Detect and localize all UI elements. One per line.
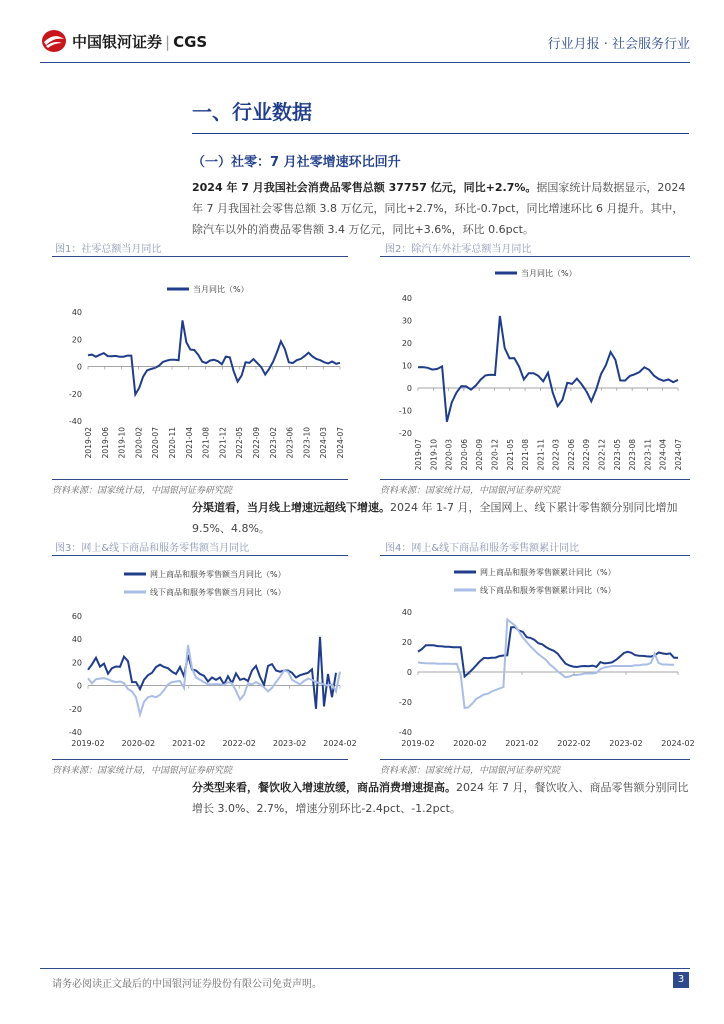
x-tick-label: 2020-06 xyxy=(459,439,469,471)
x-tick-label: 2021-02 xyxy=(505,739,539,748)
company-logo: 中国银河证券 | CGS xyxy=(40,28,240,54)
x-tick-label: 2022-12 xyxy=(597,439,607,471)
logo-text-cn: 中国银河证券 xyxy=(72,33,163,51)
x-tick-label: 2024-02 xyxy=(323,739,357,748)
figure-4-bottom-rule xyxy=(380,759,690,760)
figure-3-rule xyxy=(52,555,348,556)
subsection-title: （一）社零：7 月社零增速环比回升 xyxy=(192,155,401,170)
x-tick-label: 2020-02 xyxy=(453,739,487,748)
figure-1-source: 资料来源：国家统计局，中国银河证券研究院 xyxy=(52,486,233,496)
galaxy-logo-icon xyxy=(40,28,68,54)
figure-3-caption: 图3：网上&线下商品和服务零售额当月同比 xyxy=(55,543,250,554)
x-tick-label: 2020-02 xyxy=(134,427,144,459)
logo-text-cgs: CGS xyxy=(173,33,208,51)
x-tick-label: 2020-07 xyxy=(151,427,161,459)
figure-4-caption: 图4：网上&线下商品和服务零售额累计同比 xyxy=(385,543,580,554)
figure-1-rule xyxy=(52,256,348,257)
y-tick-label: 20 xyxy=(71,658,82,668)
y-tick-label: -20 xyxy=(398,429,412,438)
y-tick-label: 60 xyxy=(71,612,82,621)
y-tick-label: -20 xyxy=(68,389,82,399)
figure-2-source: 资料来源：国家统计局，中国银河证券研究院 xyxy=(380,486,561,496)
x-tick-label: 2023-02 xyxy=(272,739,307,748)
x-tick-label: 2023-05 xyxy=(612,439,622,471)
figure-3-source: 资料来源：国家统计局，中国银河证券研究院 xyxy=(52,766,233,776)
page-number: 3 xyxy=(673,972,689,988)
report-type: 行业月报 · 社会服务行业 xyxy=(547,37,690,52)
chart-4 xyxy=(380,560,695,756)
x-tick-label: 2024-07 xyxy=(674,439,683,471)
y-tick-label: 20 xyxy=(401,638,412,647)
y-tick-label: -40 xyxy=(68,728,82,737)
x-tick-label: 2024-04 xyxy=(658,439,668,471)
y-tick-label: 10 xyxy=(401,361,412,371)
chart-2 xyxy=(380,262,690,477)
x-tick-label: 2020-09 xyxy=(475,439,485,471)
legend-label: 当月同比（%） xyxy=(193,285,249,294)
legend-label: 网上商品和服务零售额累计同比（%） xyxy=(480,568,616,577)
x-tick-label: 2021-04 xyxy=(184,427,194,459)
paragraph-1-body: 据国家统计局数据显示，2024 年 7 月我国社会零售总额 3.8 万亿元，同比+2.7%，环比-0.7pct，同比增速环比 6 月提升。其中，除汽车以外的消费品零售额 3.4 万亿元，同比+3.6%，环比 0.6pct。 xyxy=(192,181,686,236)
x-tick-label: 2019-07 xyxy=(414,439,423,471)
footer-disclaimer: 请务必阅读正文最后的中国银河证券股份有限公司免责声明。 xyxy=(52,979,322,990)
x-tick-label: 2019-10 xyxy=(429,439,439,471)
x-tick-label: 2021-02 xyxy=(172,739,206,748)
section-divider xyxy=(192,133,689,134)
x-tick-label: 2020-03 xyxy=(444,439,454,471)
figure-2-caption: 图2：除汽车外社零总额当月同比 xyxy=(385,244,532,255)
x-tick-label: 2023-02 xyxy=(609,739,643,748)
y-tick-label: -10 xyxy=(398,406,412,416)
figure-4-rule xyxy=(380,555,690,556)
x-tick-label: 2022-02 xyxy=(222,739,256,748)
y-tick-label: 20 xyxy=(401,339,412,348)
figure-2-bottom-rule xyxy=(380,479,690,480)
figure-1-bottom-rule xyxy=(52,479,348,480)
figure-4-source: 资料来源：国家统计局，中国银河证券研究院 xyxy=(380,766,561,776)
paragraph-2 xyxy=(192,497,689,539)
x-tick-label: 2023-06 xyxy=(285,427,295,459)
x-tick-label: 2024-03 xyxy=(319,427,329,459)
x-tick-label: 2024-02 xyxy=(661,739,695,748)
y-tick-label: 40 xyxy=(401,608,412,617)
y-tick-label: 0 xyxy=(76,362,82,372)
series-line xyxy=(88,320,340,394)
figure-1-caption: 图1：社零总额当月同比 xyxy=(55,244,162,255)
x-tick-label: 2023-02 xyxy=(268,427,278,459)
x-tick-label: 2022-05 xyxy=(235,427,245,459)
x-tick-label: 2024-07 xyxy=(336,427,345,459)
chart-3 xyxy=(52,560,357,756)
paragraph-2-body: 2024 年 1-7 月，全国网上、线下累计零售额分别同比增加 9.5%、4.8%。 xyxy=(192,501,678,535)
x-tick-label: 2023-10 xyxy=(302,427,312,459)
section-title: 一、行业数据 xyxy=(192,100,312,124)
x-tick-label: 2019-10 xyxy=(117,427,127,459)
x-tick-label: 2021-08 xyxy=(521,439,531,471)
figure-3-bottom-rule xyxy=(52,759,348,760)
y-tick-label: 30 xyxy=(401,316,412,326)
x-tick-label: 2019-06 xyxy=(100,427,110,459)
footer-divider xyxy=(40,968,690,969)
x-tick-label: 2020-11 xyxy=(168,427,177,459)
header-divider xyxy=(40,62,690,63)
x-tick-label: 2019-02 xyxy=(71,739,105,748)
y-tick-label: 40 xyxy=(71,635,82,645)
x-tick-label: 2019-02 xyxy=(401,739,435,748)
x-tick-label: 2022-03 xyxy=(551,439,561,471)
x-tick-label: 2023-08 xyxy=(628,439,638,471)
x-tick-label: 2022-09 xyxy=(252,427,261,459)
paragraph-1-lead: 2024 年 7 月我国社会消费品零售总额 37757 亿元，同比+2.7%。 xyxy=(192,181,537,194)
paragraph-2-lead: 分渠道看，当月线上增速远超线下增速。 xyxy=(192,501,390,514)
x-tick-label: 2020-02 xyxy=(121,739,156,748)
series-line xyxy=(88,637,336,709)
x-tick-label: 2021-08 xyxy=(201,427,211,459)
figure-2-rule xyxy=(380,256,690,257)
y-tick-label: 40 xyxy=(401,294,412,303)
paragraph-1 xyxy=(192,177,689,240)
x-tick-label: 2019-02 xyxy=(84,427,93,459)
y-tick-label: 0 xyxy=(406,668,412,677)
series-line xyxy=(418,316,678,422)
legend-label: 当月同比（%） xyxy=(521,269,577,278)
x-tick-label: 2022-02 xyxy=(557,739,591,748)
paragraph-3 xyxy=(192,777,689,819)
y-tick-label: -20 xyxy=(68,704,82,714)
paragraph-3-body: 2024 年 7 月，餐饮收入、商品零售额分别同比增长 3.0%、2.7%，增速分别环比-2.4pct、-1.2pct。 xyxy=(192,781,689,815)
x-tick-label: 2021-05 xyxy=(505,439,515,471)
y-tick-label: 40 xyxy=(71,308,82,317)
x-tick-label: 2020-12 xyxy=(490,439,500,471)
y-tick-label: -20 xyxy=(398,698,412,707)
x-tick-label: 2022-06 xyxy=(566,439,576,471)
paragraph-3-lead: 分类型来看，餐饮收入增速放缓，商品消费增速提高。 xyxy=(192,781,456,794)
legend-label: 网上商品和服务零售额当月同比（%） xyxy=(150,570,286,579)
y-tick-label: -40 xyxy=(398,728,412,737)
y-tick-label: -40 xyxy=(68,417,82,426)
x-tick-label: 2021-12 xyxy=(218,427,228,459)
legend-label: 线下商品和服务零售额当月同比（%） xyxy=(150,588,286,597)
legend-label: 线下商品和服务零售额累计同比（%） xyxy=(480,586,616,595)
y-tick-label: 0 xyxy=(406,384,412,393)
series-line xyxy=(418,620,674,709)
chart-1 xyxy=(52,262,352,477)
x-tick-label: 2023-11 xyxy=(643,439,653,471)
x-tick-label: 2021-11 xyxy=(536,439,546,471)
y-tick-label: 0 xyxy=(76,681,82,691)
x-tick-label: 2022-09 xyxy=(582,439,592,471)
series-line xyxy=(418,627,678,676)
y-tick-label: 20 xyxy=(71,335,82,345)
